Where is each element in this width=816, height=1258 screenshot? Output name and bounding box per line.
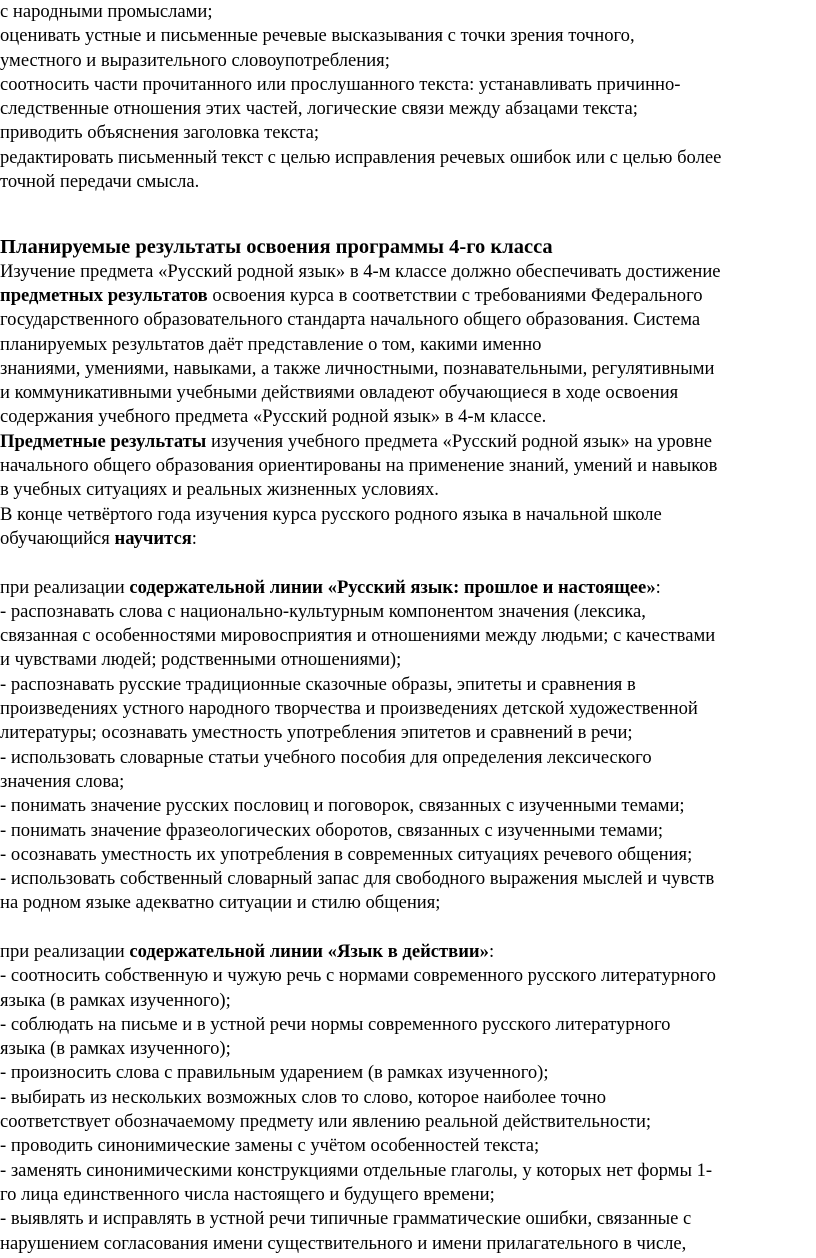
blank-line — [0, 916, 816, 940]
text-run: обучающийся — [0, 527, 115, 549]
end-year-paragraph — [0, 503, 816, 552]
text-line: и коммуникативными учебными действиями овладеют обучающиеся в ходе освоения — [0, 382, 679, 404]
content-line-russian-language — [0, 576, 816, 916]
text-line: в учебных ситуациях и реальных жизненных условиях. — [0, 479, 439, 501]
list-item: - распознавать русские традиционные сказочные образы, эпитеты и сравнения в — [0, 673, 636, 695]
bold-term: Предметные результаты — [0, 430, 207, 452]
bold-term: предметных результатов — [0, 284, 208, 306]
list-item: - использовать собственный словарный запас для свободного выражения мыслей и чувств — [0, 868, 715, 890]
text-line: точной передачи смысла. — [0, 171, 200, 193]
content-line-language-in-action — [0, 940, 816, 1256]
list-item: - понимать значение русских пословиц и поговорок, связанных с изученными темами; — [0, 795, 685, 817]
bold-term: содержательной линии «Язык в действии» — [129, 940, 489, 962]
section-heading: Планируемые результаты освоения программы 4-го класса — [0, 236, 553, 259]
text-line: оценивать устные и письменные речевые высказывания с точки зрения точного, — [0, 25, 635, 47]
list-item: - соблюдать на письме и в устной речи нормы современного русского литературного — [0, 1013, 671, 1035]
text-line: содержания учебного предмета «Русский родной язык» в 4-м классе. — [0, 406, 547, 428]
text-line: начального общего образования ориентированы на применение знаний, умений и навыков — [0, 455, 718, 477]
text-line: редактировать письменный текст с целью исправления речевых ошибок или с целью более — [0, 146, 722, 168]
list-item: языка (в рамках изученного); — [0, 989, 231, 1011]
list-item: - соотносить собственную и чужую речь с нормами современного русского литературного — [0, 965, 716, 987]
text-line: планируемых результатов даёт представление о том, какими именно — [0, 333, 542, 355]
text-run: при реализации — [0, 576, 130, 598]
list-item: - заменять синонимическими конструкциями отдельные глаголы, у которых нет формы 1- — [0, 1159, 713, 1181]
text-line: знаниями, умениями, навыками, а также личностными, познавательными, регулятивными — [0, 357, 715, 379]
text-line: государственного образовательного стандарта начального общего образования. Система — [0, 309, 701, 331]
list-item: - распознавать слова с национально-культурным компонентом значения (лексика, — [0, 600, 646, 622]
list-item: нарушением согласования имени существительного и имени прилагательного в числе, — [0, 1232, 687, 1254]
text-line: уместного и выразительного словоупотребления; — [0, 49, 390, 71]
text-line: соотносить части прочитанного или прослушанного текста: устанавливать причинно- — [0, 73, 681, 95]
list-item: соответствует обозначаемому предмету или явлению реальной действительности; — [0, 1111, 652, 1133]
text-run: : — [488, 940, 495, 962]
list-item: го лица единственного числа настоящего и будущего времени; — [0, 1183, 495, 1205]
list-item: - выявлять и исправлять в устной речи типичные грамматические ошибки, связанные с — [0, 1208, 692, 1230]
list-item: литературы; осознавать уместность употребления эпитетов и сравнений в речи; — [0, 722, 633, 744]
text-run: : — [655, 576, 661, 598]
text-line: Изучение предмета «Русский родной язык» в 4-м классе должно обеспечивать достижение — [0, 260, 721, 282]
text-line — [0, 527, 816, 551]
list-item: и чувствами людей; родственными отношениями); — [0, 649, 402, 671]
text-run: изучения учебного предмета «Русский родной язык» на уровне — [206, 430, 713, 452]
text-line: с народными промыслами; — [0, 1, 213, 22]
list-item: - произносить слова с правильным ударением (в рамках изученного); — [0, 1062, 549, 1084]
text-line: приводить объяснения заголовка текста; — [0, 122, 320, 144]
list-intro — [0, 576, 816, 600]
blank-line — [0, 551, 816, 575]
list-item: - осознавать уместность их употребления в современных ситуациях речевого общения; — [0, 843, 693, 865]
text-run: освоения курса в соответствии с требованиями Федерального — [207, 284, 703, 306]
text-line: следственные отношения этих частей, логические связи между абзацами текста; — [0, 98, 638, 120]
list-item: на родном языке адекватно ситуации и стилю общения; — [0, 892, 441, 914]
text-run: при реализации — [0, 940, 130, 962]
text-line — [0, 430, 816, 454]
text-line: В конце четвёртого года изучения курса русского родного языка в начальной школе — [0, 503, 662, 525]
list-item: - проводить синонимические замены с учётом особенностей текста; — [0, 1135, 540, 1157]
intro-paragraph — [0, 260, 816, 430]
list-intro — [0, 940, 816, 964]
text-run: : — [191, 527, 197, 549]
list-item: связанная с особенностями мировосприятия и отношениями между людьми; с качествами — [0, 625, 716, 647]
list-item: произведениях устного народного творчества и произведениях детской художественной — [0, 698, 698, 720]
spacer — [0, 194, 816, 235]
list-item: - понимать значение фразеологических оборотов, связанных с изученными темами; — [0, 819, 664, 841]
bold-term: научится — [114, 527, 192, 549]
text-line — [0, 284, 816, 308]
list-item: значения слова; — [0, 770, 125, 792]
list-item: - использовать словарные статьи учебного пособия для определения лексического — [0, 746, 652, 768]
list-item: языка (в рамках изученного); — [0, 1038, 231, 1060]
subject-results-paragraph — [0, 430, 816, 503]
bold-term: содержательной линии «Русский язык: прошлое и настоящее» — [129, 576, 656, 598]
list-item: - выбирать из нескольких возможных слов то слово, которое наиболее точно — [0, 1086, 606, 1108]
top-list — [0, 0, 816, 194]
